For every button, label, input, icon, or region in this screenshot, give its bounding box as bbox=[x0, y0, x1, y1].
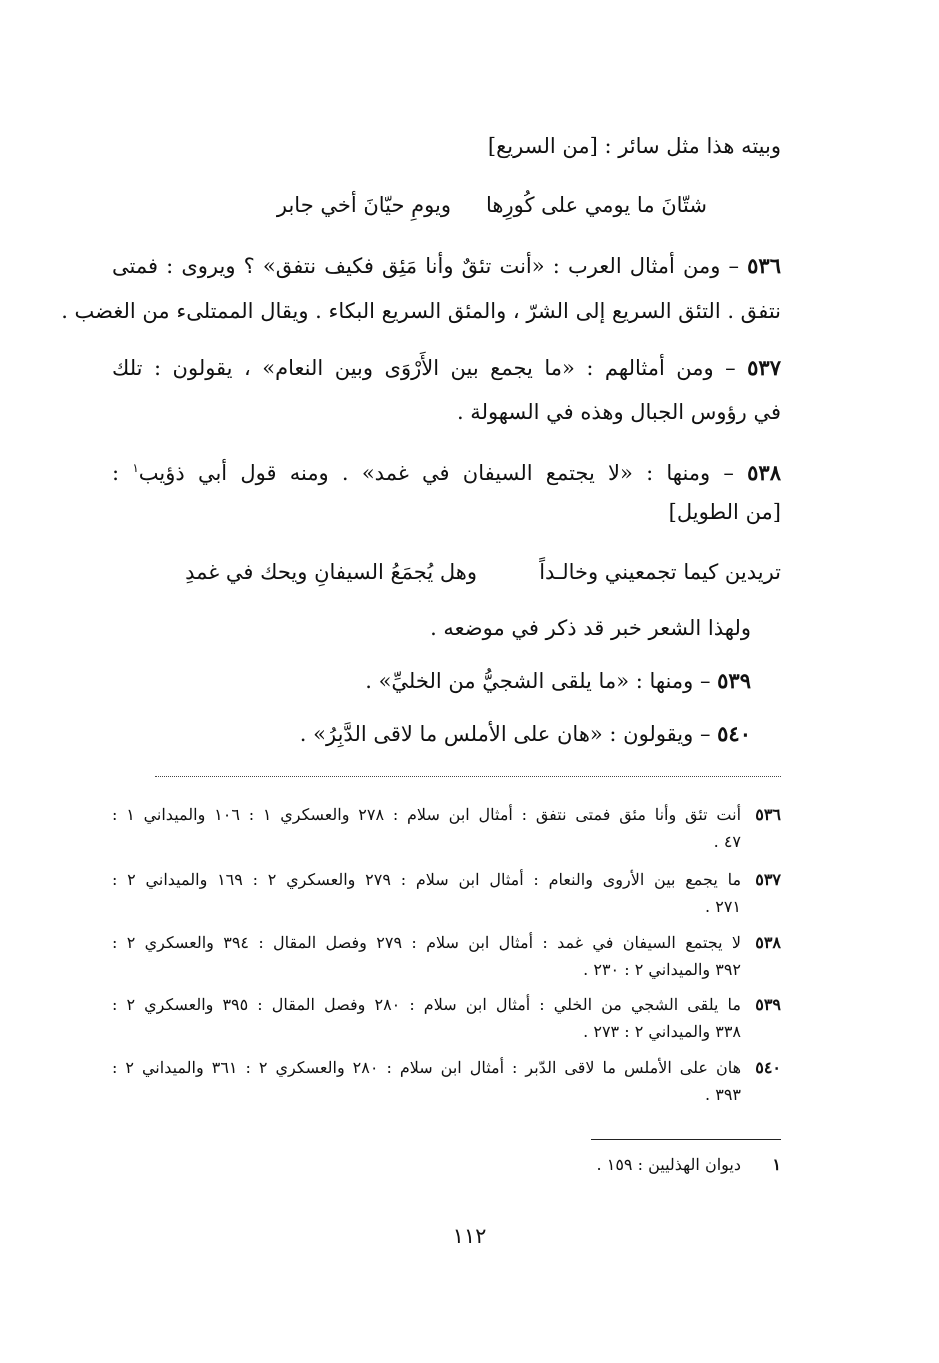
verse1-second-hemistich: ويومِ حيّانَ أخي جابر bbox=[276, 193, 451, 217]
source-row-540 bbox=[112, 1055, 781, 1109]
entry-540-number: ٥٤٠ bbox=[717, 721, 751, 746]
source-537-number: ٥٣٧ bbox=[755, 870, 781, 889]
footnote-separator bbox=[591, 1139, 781, 1140]
source-538-line1: لا يجتمع السيفان في غمد : أمثال ابن سلام : ٢٧٩ وفصل المقال : ٣٩٤ والعسكري ٢ : bbox=[112, 933, 742, 952]
entry-540-text: – ويقولون : «هان على الأملس ما لاقى الدَّبِرُ» . bbox=[299, 722, 711, 746]
source-row-536 bbox=[112, 802, 781, 856]
entry-537-line2: في رؤوس الجبال وهذه في السهولة . bbox=[456, 400, 781, 424]
source-540-line1: هان على الأملس ما لاقى الدّبر : أمثال ابن سلام : ٢٨٠ والعسكري ٢ : ٣٦١ والميداني ٢ : bbox=[112, 1058, 742, 1077]
source-540-number: ٥٤٠ bbox=[755, 1058, 781, 1077]
source-537-line1: ما يجمع بين الأروى والنعام : أمثال ابن سلام : ٢٧٩ والعسكري ٢ : ١٦٩ والميداني ٢ : bbox=[112, 870, 742, 889]
entry-538-colon: : bbox=[112, 461, 120, 485]
source-538-number: ٥٣٨ bbox=[755, 933, 781, 952]
entry-536-number: ٥٣٦ bbox=[747, 253, 781, 278]
sources-separator bbox=[155, 776, 781, 777]
entry-539-line bbox=[112, 665, 751, 697]
entry-536-text: – ومن أمثال العرب : «أنت تئقٌ وأنا مَئِق فكيف نتفق» ؟ ويروى : فمتى bbox=[112, 254, 740, 278]
source-row-537 bbox=[112, 867, 781, 921]
source-536-line2: ٤٧ . bbox=[713, 832, 741, 851]
source-row-539 bbox=[112, 992, 781, 1046]
entry-539-number: ٥٣٩ bbox=[717, 668, 751, 693]
source-539-line2: ٣٣٨ والميداني ٢ : ٢٧٣ . bbox=[583, 1022, 741, 1041]
entry-536-line2: نتفق . التئق السريع إلى الشرّ ، والمئق السريع البكاء . ويقال الممتلىء من الغضب . bbox=[61, 299, 781, 323]
entry-537-text: – ومن أمثالهم : «ما يجمع بين الأَرْوَى وبين النعام» ، يقولون : تلك bbox=[112, 356, 736, 380]
entry-538-text: – ومنها : «لا يجتمع السيفان في غمد» . ومنه قول أبي ذؤيب bbox=[138, 461, 734, 485]
source-row-538 bbox=[112, 930, 781, 984]
footnote-row bbox=[112, 1152, 781, 1180]
source-540-line2: ٣٩٣ . bbox=[705, 1085, 741, 1104]
source-539-number: ٥٣٩ bbox=[755, 995, 781, 1014]
verse1-first-hemistich: شتّانَ ما يومي على كُورِها bbox=[486, 193, 707, 217]
footnote-ref-1: ١ bbox=[132, 461, 139, 475]
after-verse-line: ولهذا الشعر خبر قد ذكر في موضعه . bbox=[430, 616, 751, 640]
entry-536-line1 bbox=[112, 250, 781, 282]
verse2-first-hemistich: تريدين كيما تجمعيني وخالـداً bbox=[539, 560, 781, 584]
entry-537-line1 bbox=[112, 352, 781, 384]
entry-539-text: – ومنها : «ما يلقى الشجيُّ من الخليِّ» . bbox=[365, 669, 711, 693]
page-number: ١١٢ bbox=[452, 1224, 487, 1248]
verse2-second-hemistich: وهل يُجمَعُ السيفانِ ويحك في غمدِ bbox=[185, 560, 477, 584]
source-537-line2: ٢٧١ . bbox=[705, 897, 741, 916]
entry-540-line bbox=[112, 718, 751, 750]
source-538-line2: ٣٩٢ والميداني ٢ : ٢٣٠ . bbox=[583, 960, 741, 979]
entry-538-number: ٥٣٨ bbox=[747, 460, 781, 485]
source-539-line1: ما يلقى الشجي من الخلي : أمثال ابن سلام : ٢٨٠ وفصل المقال : ٣٩٥ والعسكري ٢ : bbox=[112, 995, 741, 1014]
intro-line: وبيته هذا مثل سائر : [من السريع] bbox=[487, 134, 781, 158]
footnote-number: ١ bbox=[772, 1155, 781, 1174]
source-536-number: ٥٣٦ bbox=[755, 805, 781, 824]
entry-537-number: ٥٣٧ bbox=[747, 355, 781, 380]
footnote-text: ديوان الهذليين : ١٥٩ . bbox=[596, 1155, 741, 1174]
source-536-line1: أنت تئق وأنا مئق فمتى نتفق : أمثال ابن سلام : ٢٧٨ والعسكري ١ : ١٠٦ والميداني ١ : bbox=[112, 805, 742, 824]
entry-538-line2: [من الطويل] bbox=[668, 500, 781, 524]
entry-538-line1 bbox=[112, 452, 781, 489]
